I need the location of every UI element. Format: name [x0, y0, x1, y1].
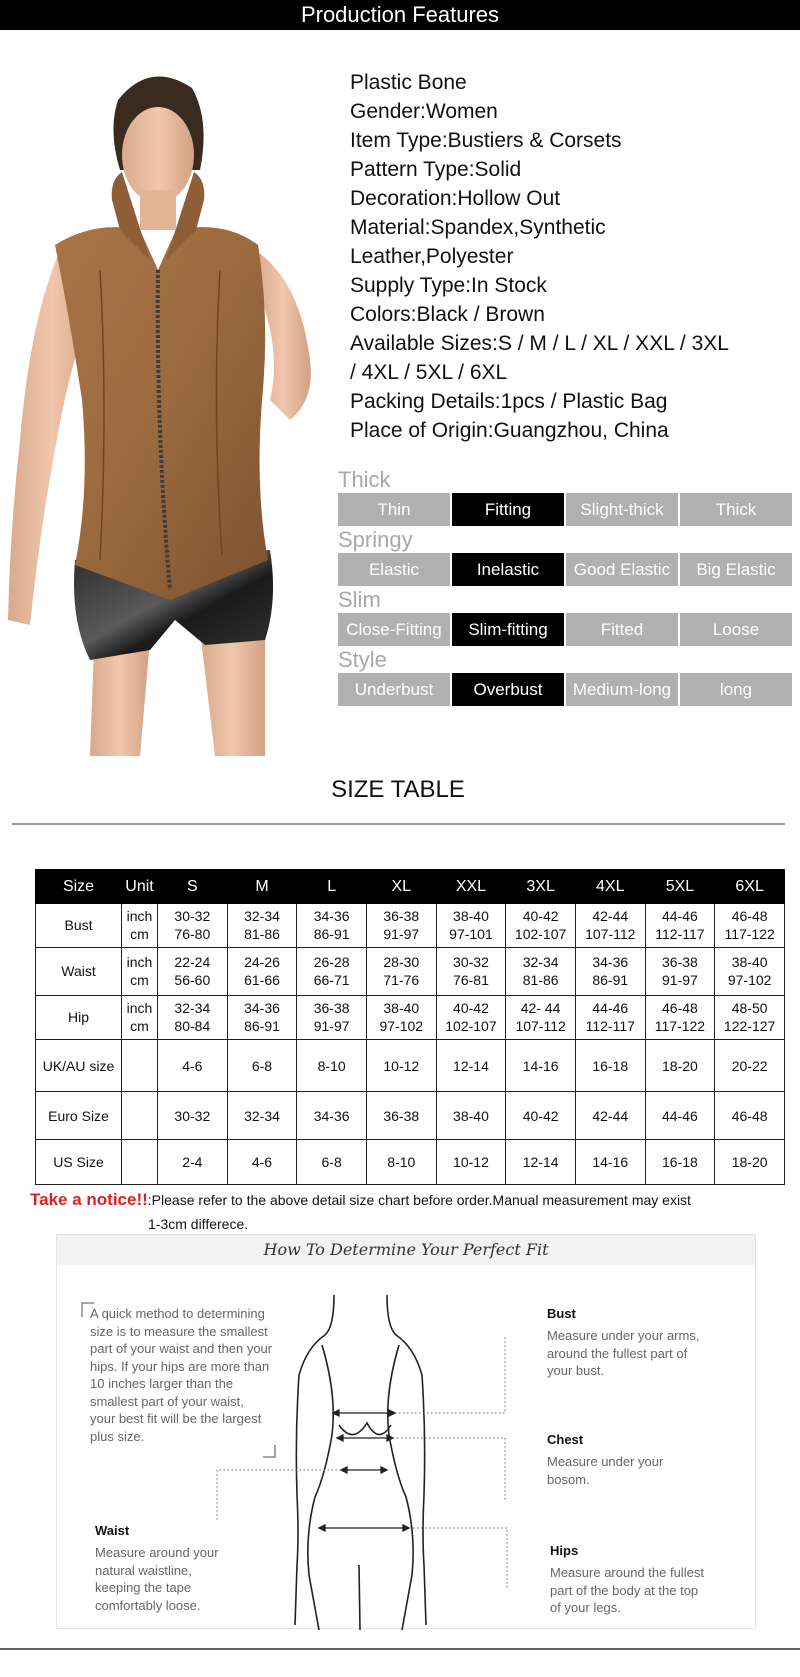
size-value: 32-34 — [174, 1000, 211, 1017]
size-value-cell — [158, 1040, 228, 1092]
unit-cell — [122, 1092, 158, 1140]
size-value-cell — [506, 1092, 576, 1140]
size-value: 86-91 — [244, 1018, 280, 1035]
size-value: 12-14 — [453, 1057, 489, 1074]
size-value: 46-48 — [731, 1107, 768, 1124]
size-value: 66-71 — [313, 972, 350, 989]
notice-label: Take a notice!! — [30, 1190, 148, 1209]
size-table-title: SIZE TABLE — [331, 776, 465, 803]
size-value: 6-8 — [251, 1057, 273, 1074]
option-overbust: Overbust — [452, 673, 564, 706]
table-row — [36, 995, 785, 1040]
option-fitting: Fitting — [452, 493, 564, 526]
size-value-cell — [436, 1140, 506, 1185]
header-cell: XL — [366, 870, 436, 904]
size-value: 8-10 — [387, 1154, 416, 1171]
feature-line: Decoration:Hollow Out — [350, 187, 561, 210]
size-value-cell — [506, 947, 576, 995]
size-value: 44-46 — [662, 1107, 698, 1124]
size-value: 30-32 — [453, 954, 489, 971]
size-value: 8-10 — [317, 1057, 346, 1074]
chest-title: Chest — [547, 1432, 584, 1447]
size-value: 38-40 — [453, 1107, 489, 1124]
size-value-cell — [715, 947, 785, 995]
size-value: 81-86 — [522, 972, 559, 989]
attribute-panel — [338, 466, 794, 706]
size-value: 86-91 — [313, 926, 350, 943]
size-value-cell — [575, 995, 645, 1040]
size-value-cell — [645, 1040, 715, 1092]
size-value-cell — [227, 1140, 297, 1185]
unit-label: cm — [130, 1018, 149, 1035]
option-medium-long: Medium-long — [566, 673, 678, 706]
option-slight-thick: Slight-thick — [566, 493, 678, 526]
table-row — [36, 947, 785, 995]
header-cell: 4XL — [575, 870, 645, 904]
size-value-cell — [297, 1092, 367, 1140]
size-value: 44-46 — [662, 908, 698, 925]
size-value-cell — [366, 1140, 436, 1185]
size-value: 97-101 — [449, 926, 493, 943]
size-value: 16-18 — [662, 1154, 698, 1171]
size-value: 36-38 — [383, 1107, 420, 1124]
size-value: 28-30 — [383, 954, 420, 971]
size-value-cell — [366, 1092, 436, 1140]
size-value: 14-16 — [522, 1057, 559, 1074]
size-value-cell — [715, 1040, 785, 1092]
size-value-cell — [645, 904, 715, 948]
waist-line: comfortably loose. — [95, 1597, 201, 1613]
size-value: 86-91 — [592, 972, 629, 989]
notice — [30, 1190, 770, 1210]
hips-line: Measure around the fullest — [550, 1565, 704, 1580]
size-value: 42-44 — [592, 908, 629, 925]
size-value-cell — [436, 904, 506, 948]
attribute-group-springy — [338, 526, 794, 586]
unit-cell — [122, 995, 158, 1040]
table-row — [36, 1140, 785, 1185]
hips-line: of your legs. — [550, 1600, 621, 1615]
row-label: Waist — [36, 947, 122, 995]
size-value: 32-34 — [244, 908, 280, 925]
size-value-cell — [366, 995, 436, 1040]
row-label: UK/AU size — [36, 1040, 122, 1092]
size-value-cell — [506, 995, 576, 1040]
feature-line: Gender:Women — [350, 100, 498, 123]
size-value: 117-122 — [724, 926, 775, 943]
size-value: 71-76 — [383, 972, 420, 989]
waist-title: Waist — [95, 1523, 130, 1538]
size-value-cell — [436, 947, 506, 995]
size-value: 6-8 — [321, 1154, 342, 1171]
size-value: 14-16 — [592, 1154, 629, 1171]
bottom-divider — [0, 1648, 800, 1650]
waist-line: Measure around your — [95, 1545, 219, 1560]
divider — [12, 823, 785, 825]
size-value-cell — [227, 1092, 297, 1140]
feature-line: Colors:Black / Brown — [350, 303, 545, 326]
feature-line: Item Type:Bustiers & Corsets — [350, 129, 622, 152]
feature-line: / 4XL / 5XL / 6XL — [350, 361, 508, 384]
size-value: 76-81 — [453, 972, 489, 989]
size-value: 32-34 — [244, 1107, 280, 1124]
size-value: 91-97 — [662, 972, 698, 989]
size-value: 36-38 — [313, 1000, 350, 1017]
size-value: 10-12 — [453, 1154, 489, 1171]
fit-intro — [90, 1305, 280, 1445]
intro-line: smallest part of your waist, — [90, 1393, 244, 1409]
size-value: 22-24 — [174, 954, 211, 971]
header-cell: L — [297, 870, 367, 904]
size-value-cell — [575, 1040, 645, 1092]
feature-line: Supply Type:In Stock — [350, 274, 547, 297]
header-cell: XXL — [436, 870, 506, 904]
size-value-cell — [158, 1092, 228, 1140]
size-value: 122-127 — [723, 1018, 776, 1035]
option-fitted: Fitted — [566, 613, 678, 646]
table-header-row — [36, 870, 785, 904]
size-value-cell — [297, 1040, 367, 1092]
size-value: 34-36 — [313, 908, 350, 925]
option-underbust: Underbust — [338, 673, 450, 706]
notice-text: :Please refer to the above detail size chart before order.Manual measurement may exist — [147, 1192, 691, 1208]
size-value: 80-84 — [174, 1018, 211, 1035]
size-value: 97-102 — [727, 972, 772, 989]
size-value: 38-40 — [731, 954, 768, 971]
size-value-cell — [158, 1140, 228, 1185]
size-value: 97-102 — [379, 1018, 424, 1035]
option-inelastic: Inelastic — [452, 553, 564, 586]
intro-line: part of your waist and then your — [90, 1341, 273, 1356]
option-good-elastic: Good Elastic — [566, 553, 678, 586]
feature-line: Packing Details:1pcs / Plastic Bag — [350, 390, 668, 413]
size-value-cell — [366, 947, 436, 995]
size-value: 34-36 — [244, 1000, 280, 1017]
size-value-cell — [506, 1140, 576, 1185]
option-big-elastic: Big Elastic — [680, 553, 792, 586]
unit-label: inch — [126, 908, 153, 925]
size-value-cell — [575, 1092, 645, 1140]
size-value: 107-112 — [585, 926, 636, 943]
size-value: 102-107 — [445, 1018, 497, 1035]
size-value-cell — [436, 1040, 506, 1092]
size-value-cell — [575, 947, 645, 995]
size-value-cell — [158, 995, 228, 1040]
size-value: 46-48 — [662, 1000, 698, 1017]
size-value-cell — [227, 904, 297, 948]
size-value: 4-6 — [251, 1154, 273, 1171]
size-value: 107-112 — [515, 1018, 566, 1035]
size-value-cell — [366, 1040, 436, 1092]
bust-title: Bust — [547, 1306, 576, 1321]
production-features-header — [0, 0, 800, 30]
size-value-cell — [297, 947, 367, 995]
size-value-cell — [297, 1140, 367, 1185]
size-value-cell — [645, 995, 715, 1040]
notice-text-continued: 1-3cm differece. — [148, 1216, 249, 1232]
intro-line: your best fit will be the largest — [90, 1411, 262, 1426]
chest-line: bosom. — [547, 1471, 590, 1487]
size-value-cell — [715, 995, 785, 1040]
option-long: long — [680, 673, 792, 706]
size-value-cell — [227, 1040, 297, 1092]
size-value: 61-66 — [244, 972, 280, 989]
model-illustration — [0, 60, 335, 756]
size-value-cell — [506, 1040, 576, 1092]
unit-label: inch — [126, 1000, 153, 1017]
size-value: 10-12 — [383, 1057, 420, 1074]
header-cell: Size — [36, 870, 122, 904]
chest-line: Measure under your — [547, 1454, 664, 1469]
size-value-cell — [645, 1140, 715, 1185]
hips-description — [550, 1564, 750, 1617]
size-value: 40-42 — [522, 908, 559, 925]
hips-title: Hips — [550, 1543, 579, 1558]
size-value: 42-44 — [592, 1107, 629, 1124]
size-value-cell — [158, 904, 228, 948]
size-value: 36-38 — [662, 954, 698, 971]
option-loose: Loose — [680, 613, 792, 646]
size-value: 36-38 — [383, 908, 420, 925]
size-value: 44-46 — [592, 1000, 629, 1017]
row-label: Euro Size — [36, 1092, 122, 1140]
attribute-title: Style — [338, 647, 387, 672]
header-title: Production Features — [300, 2, 500, 27]
attribute-title: Slim — [338, 587, 381, 612]
size-value-cell — [158, 947, 228, 995]
feature-line: Available Sizes:S / M / L / XL / XXL / 3XL — [350, 332, 729, 355]
unit-label: cm — [130, 926, 149, 943]
size-value: 40-42 — [522, 1107, 559, 1124]
size-value: 30-32 — [174, 1107, 211, 1124]
table-row — [36, 1040, 785, 1092]
size-value: 112-117 — [585, 1018, 635, 1035]
size-value: 81-86 — [244, 926, 280, 943]
size-value: 16-18 — [592, 1057, 629, 1074]
bust-line: your bust. — [547, 1363, 605, 1378]
size-value-cell — [575, 1140, 645, 1185]
header-cell: 5XL — [645, 870, 715, 904]
fit-guide-title: How To Determine Your Perfect Fit — [57, 1235, 755, 1265]
intro-line: plus size. — [90, 1428, 145, 1444]
size-value-cell — [645, 947, 715, 995]
feature-line: Pattern Type:Solid — [350, 158, 522, 181]
size-value-cell — [715, 904, 785, 948]
size-value: 48-50 — [731, 1000, 768, 1017]
size-value: 30-32 — [174, 908, 211, 925]
feature-line: Plastic Bone — [350, 71, 467, 94]
waist-line: keeping the tape — [95, 1580, 192, 1595]
option-thin: Thin — [338, 493, 450, 526]
bust-line: Measure under your arms, — [547, 1328, 700, 1343]
size-value: 91-97 — [313, 1018, 350, 1035]
option-thick: Thick — [680, 493, 792, 526]
size-value-cell — [297, 904, 367, 948]
size-value: 32-34 — [522, 954, 559, 971]
size-value: 117-122 — [654, 1018, 706, 1035]
unit-label: inch — [126, 954, 153, 971]
intro-line: 10 inches larger than the — [90, 1376, 234, 1391]
attribute-group-thick — [338, 466, 794, 526]
size-value: 2-4 — [182, 1154, 203, 1171]
attribute-group-style — [338, 646, 794, 706]
intro-line: hips. If your hips are more than — [90, 1358, 270, 1374]
intro-line: A quick method to determining — [90, 1306, 265, 1321]
unit-cell — [122, 1140, 158, 1185]
feature-list — [350, 68, 790, 445]
size-value: 12-14 — [522, 1154, 559, 1171]
waist-description — [95, 1544, 275, 1614]
unit-cell — [122, 1040, 158, 1092]
attribute-title: Springy — [338, 527, 413, 552]
size-value: 20-22 — [731, 1057, 768, 1074]
size-value-cell — [715, 1092, 785, 1140]
size-value-cell — [366, 904, 436, 948]
unit-cell — [122, 947, 158, 995]
size-value: 26-28 — [313, 954, 350, 971]
size-value: 102-107 — [514, 926, 567, 943]
size-value-cell — [227, 947, 297, 995]
table-row — [36, 1092, 785, 1140]
row-label: Bust — [36, 904, 122, 948]
feature-line: Material:Spandex,Synthetic — [350, 216, 606, 239]
size-value: 24-26 — [244, 954, 280, 971]
row-label: US Size — [36, 1140, 122, 1185]
size-value: 56-60 — [174, 972, 211, 989]
size-value: 18-20 — [731, 1154, 768, 1171]
size-value: 18-20 — [662, 1057, 698, 1074]
size-value: 34-36 — [592, 954, 629, 971]
attribute-group-slim — [338, 586, 794, 646]
size-value: 38-40 — [453, 908, 489, 925]
bust-description — [547, 1327, 747, 1380]
option-slim-fitting: Slim-fitting — [452, 613, 564, 646]
unit-label: cm — [130, 972, 149, 989]
intro-line: size is to measure the smallest — [90, 1323, 268, 1339]
feature-line: Leather,Polyester — [350, 245, 514, 268]
size-value: 38-40 — [383, 1000, 420, 1017]
hips-line: part of the body at the top — [550, 1582, 699, 1598]
size-value-cell — [436, 1092, 506, 1140]
size-value-cell — [575, 904, 645, 948]
size-value-cell — [436, 995, 506, 1040]
header-cell: 3XL — [506, 870, 576, 904]
size-value: 4-6 — [182, 1057, 203, 1074]
size-value: 91-97 — [383, 926, 420, 943]
bust-line: around the fullest part of — [547, 1345, 688, 1361]
size-table — [35, 869, 785, 1185]
size-value-cell — [715, 1140, 785, 1185]
feature-line: Place of Origin:Guangzhou, China — [350, 419, 669, 442]
table-row — [36, 904, 785, 948]
size-value: 40-42 — [453, 1000, 489, 1017]
size-value: 42- 44 — [520, 1000, 561, 1017]
size-value-cell — [227, 995, 297, 1040]
size-value-cell — [297, 995, 367, 1040]
size-value: 76-80 — [174, 926, 211, 943]
size-value: 112-117 — [655, 926, 705, 943]
size-value-cell — [506, 904, 576, 948]
header-cell: Unit — [122, 870, 158, 904]
size-value: 46-48 — [731, 908, 768, 925]
header-cell: M — [227, 870, 297, 904]
chest-description — [547, 1453, 747, 1488]
option-close-fitting: Close-Fitting — [338, 613, 450, 646]
option-elastic: Elastic — [338, 553, 450, 586]
attribute-title: Thick — [338, 467, 391, 492]
fit-guide-panel — [56, 1234, 756, 1629]
header-cell: 6XL — [715, 870, 785, 904]
header-cell: S — [158, 870, 228, 904]
size-value-cell — [645, 1092, 715, 1140]
row-label: Hip — [36, 995, 122, 1040]
size-value: 34-36 — [313, 1107, 350, 1124]
product-photo — [0, 60, 335, 756]
waist-line: natural waistline, — [95, 1562, 192, 1578]
unit-cell — [122, 904, 158, 948]
